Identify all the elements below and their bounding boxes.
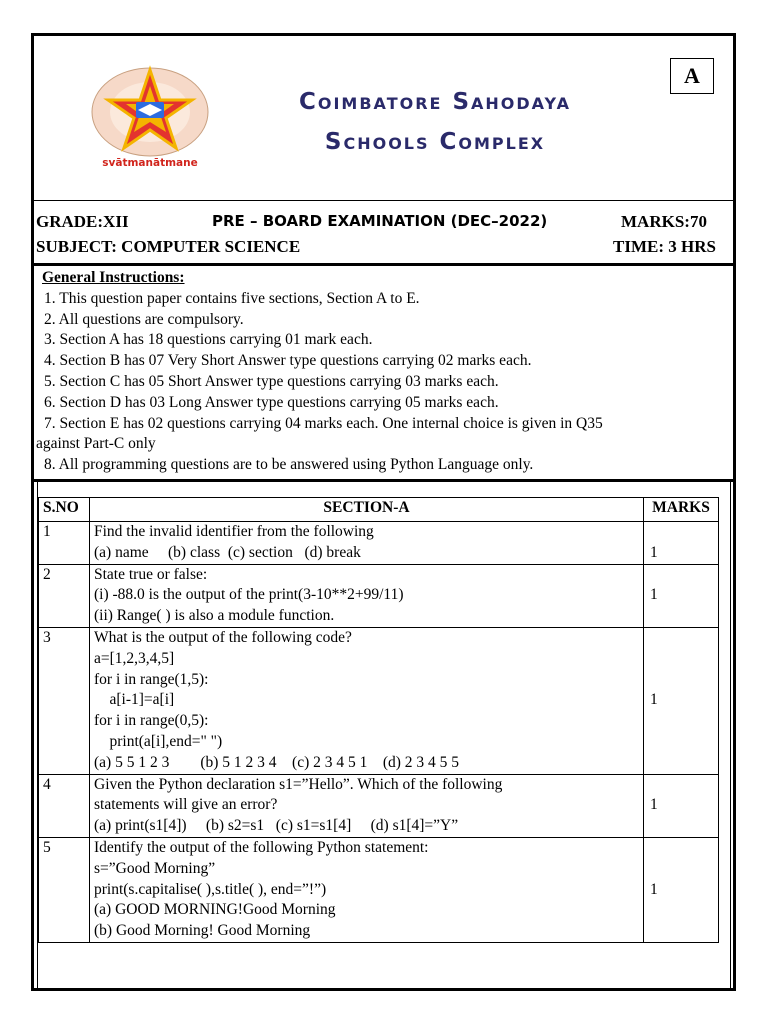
question-line: for i in range(1,5):	[94, 670, 209, 688]
header-thick-divider	[34, 263, 733, 266]
question-number: 2	[39, 564, 90, 627]
question-text	[90, 522, 644, 565]
question-line: a=[1,2,3,4,5]	[94, 649, 175, 667]
instructions-thick-divider	[34, 479, 733, 482]
questions-table	[38, 497, 719, 943]
question-number: 4	[39, 774, 90, 837]
question-marks: 1	[644, 627, 719, 774]
table-row	[39, 627, 719, 774]
header-divider	[34, 200, 733, 201]
school-name-line2: Schools Complex	[324, 129, 546, 155]
instruction-item: 8. All programming questions are to be answered using Python Language only.	[44, 456, 534, 474]
question-line: Given the Python declaration s1=”Hello”. Which of the following	[94, 775, 503, 793]
question-marks: 1	[644, 564, 719, 627]
instruction-item-continuation: against Part-C only	[36, 435, 156, 453]
question-line: (ii) Range( ) is also a module function.	[94, 607, 335, 625]
question-text	[90, 774, 644, 837]
question-text	[90, 564, 644, 627]
instruction-item: 4. Section B has 07 Very Short Answer type questions carrying 02 marks each.	[44, 352, 532, 370]
question-line: What is the output of the following code?	[94, 628, 352, 646]
question-line: for i in range(0,5):	[94, 712, 209, 730]
school-name	[230, 82, 640, 162]
instruction-item: 6. Section D has 03 Long Answer type questions carrying 05 marks each.	[44, 393, 499, 411]
exam-title: PRE – BOARD EXAMINATION (DEC–2022)	[212, 212, 548, 230]
instruction-item: 1. This question paper contains five sections, Section A to E.	[44, 289, 420, 307]
school-logo	[80, 62, 220, 170]
table-header-row	[39, 498, 719, 522]
header-marks: MARKS	[644, 498, 719, 522]
grade-label: GRADE:XII	[36, 212, 129, 231]
question-line: Find the invalid identifier from the following	[94, 523, 374, 540]
question-line: print(s.capitalise( ),s.title( ), end=”!”)	[94, 880, 327, 898]
set-code-box: A	[670, 58, 714, 94]
svg-text:svātmanātmane: svātmanātmane	[102, 157, 198, 169]
total-marks: MARKS:70	[621, 212, 707, 231]
question-line: s=”Good Morning”	[94, 859, 216, 877]
question-marks: 1	[644, 522, 719, 565]
question-number: 1	[39, 522, 90, 565]
question-number: 3	[39, 627, 90, 774]
question-line: (a) print(s1[4]) (b) s2=s1 (c) s1=s1[4] (d) s1[4]=”Y”	[94, 817, 459, 835]
question-line: print(a[i],end=" ")	[94, 732, 223, 750]
question-text	[90, 627, 644, 774]
margin-line-right	[730, 480, 731, 988]
time-label: TIME: 3 HRS	[613, 237, 716, 256]
question-line: (a) name (b) class (c) section (d) break	[94, 543, 361, 561]
question-marks: 1	[644, 837, 719, 942]
question-line: statements will give an error?	[94, 796, 278, 814]
header-sno: S.NO	[39, 498, 90, 522]
general-instructions	[36, 268, 726, 476]
question-marks: 1	[644, 774, 719, 837]
question-line: Identify the output of the following Python statement:	[94, 838, 429, 856]
question-line: (a) 5 5 1 2 3 (b) 5 1 2 3 4 (c) 2 3 4 5 1 (d) 2 3 4 5 5	[94, 753, 460, 771]
question-number: 5	[39, 837, 90, 942]
table-row	[39, 774, 719, 837]
question-line: (i) -88.0 is the output of the print(3-10**2+99/11)	[94, 586, 404, 604]
instruction-item: 3. Section A has 18 questions carrying 01 mark each.	[44, 331, 373, 349]
question-text	[90, 837, 644, 942]
school-name-line1: Coimbatore Sahodaya	[299, 89, 571, 115]
instructions-title: General Instructions:	[42, 269, 185, 286]
question-line: a[i-1]=a[i]	[94, 691, 175, 709]
table-row	[39, 522, 719, 565]
header-section: SECTION-A	[90, 498, 644, 522]
question-line: (a) GOOD MORNING!Good Morning	[94, 901, 336, 919]
question-line: State true or false:	[94, 565, 208, 583]
instruction-item: 7. Section E has 02 questions carrying 04 marks each. One internal choice is given in Q35	[44, 414, 603, 432]
question-line: (b) Good Morning! Good Morning	[94, 922, 311, 940]
table-row	[39, 564, 719, 627]
table-row	[39, 837, 719, 942]
instruction-item: 5. Section C has 05 Short Answer type questions carrying 03 marks each.	[44, 372, 499, 390]
subject-label: SUBJECT: COMPUTER SCIENCE	[36, 237, 301, 256]
instruction-item: 2. All questions are compulsory.	[44, 310, 244, 328]
